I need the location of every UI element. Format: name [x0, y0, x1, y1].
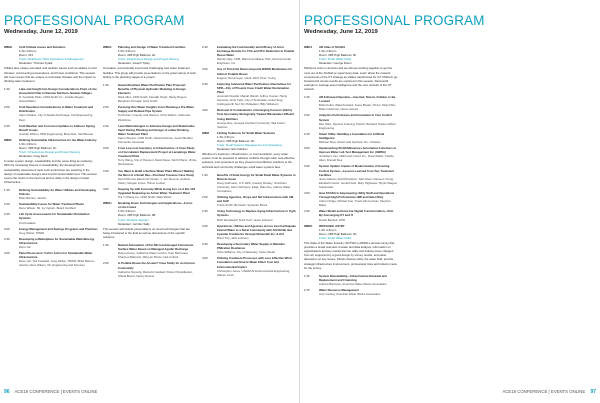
presentation-authors: Eugene Hornsmeyer, Glenn Wolf; Hiren Young — [217, 75, 276, 80]
presentation-time: 3:00 — [4, 226, 10, 231]
presentation-item — [202, 224, 296, 240]
right-page — [300, 0, 600, 403]
presentation-title: Keeping Up with Economy While Going Eco on A Bio 123 Upgraded Replacing an Active Water Treatment Plant — [118, 186, 196, 195]
session-track: Track: Products Session — [118, 217, 149, 222]
session-track: Track: Infrastructure Design and Project Delivery — [118, 57, 180, 62]
presentation-authors: George Roe, Georgia Southern University; Wal Fulton; Veltman — [217, 120, 286, 129]
presentation-title: How SCADA Is Empowering Utility Staff and Operations Through High Performance HMI and Data Utility — [319, 191, 395, 200]
presentation-item — [304, 132, 398, 144]
presentation-authors: Catherine Ngroshy, Ramond Caldwell; Robert Shuddleston; Sheila Brown; Nancy Dancer — [118, 269, 193, 278]
presentation-item — [4, 202, 98, 210]
presentation-title: Operations, Utilities and Agencies across Fast Earthquake Extend Water to a Rural Community with AN Rehab and Cyanide Treatments through Nehemiah Inc. & Kid — [217, 223, 296, 236]
presentation-title: Utilizing Agencies, Drops and Net Infrastructure with AM and GAP — [217, 195, 294, 204]
presentation-item — [4, 227, 98, 235]
presentation-title: From Low-cost Inventory to Infrastructure: A Case Study on Flocculation Replacement Project at Lampkings Water Treatment Plant — [118, 146, 196, 159]
session-meta: 1:30–4:30 pm — [19, 141, 37, 146]
session-meta: Moderator: Jennifer Sally — [118, 221, 150, 226]
session-meta: Moderator: Greg Sand — [19, 154, 48, 159]
session-heading — [103, 201, 197, 209]
presentation-time: 3:30 — [4, 236, 10, 241]
session-description: This State of the Water Industry (SOTWI) is AWWA's annual survey that provides a broad overview of water and data analysis, information on organizations and key results that the utility and industry have changed from all, supported by a good design by survey results, and panel discussion on key issues. Panels discuss utility, the water field, and the strategic infrastructure improvement, professional roles and industry news for the survey. — [304, 241, 397, 270]
presentation-item — [202, 209, 296, 221]
session-meta: Moderator: Joseph Tipley — [118, 61, 150, 66]
presentation-time: 2:00 — [103, 105, 109, 110]
presentation-title: Developing a Marketplace for Sustainable Water/Energy Infrastructure — [19, 236, 95, 245]
presentation-time: 3:30 — [304, 164, 310, 169]
presentation-item — [202, 173, 296, 193]
presentation-title: System Renewability—Infrastructure Renewal and Replacement and Financing — [319, 273, 387, 282]
presentation-time: 3:30 — [202, 81, 208, 86]
session-meta: 1:30–4:30 pm — [118, 49, 136, 54]
session-meta: Room: 3FB High Ballroom 3F — [319, 53, 357, 58]
presentation-time: 1:30 — [202, 172, 208, 177]
presentation-time: 3:30 — [202, 242, 208, 247]
presentation-authors: Ted Kaner; Greenly and Hansen; Chris Walton, Carbonite Workforce — [118, 113, 191, 122]
program-column — [103, 45, 197, 390]
page-date: Wednesday, June 12, 2019 — [4, 29, 78, 35]
session-meta: 1:30–4:30 pm — [217, 134, 235, 139]
presentation-title: Cold Weather and Corrosion Updates to Address Spring Runoff Issues — [19, 123, 95, 132]
presentation-title: You Want to Build a Surface Water Plant Where? Making the Most of a Small Site—Poorland Treasure Case Study — [118, 168, 195, 177]
presentation-time: 1:30 — [304, 95, 310, 100]
presentation-time: 1:30 — [304, 273, 310, 278]
session-meta: 1:30–4:30 pm — [118, 209, 136, 214]
presentation-time: 3:00 — [304, 146, 310, 151]
presentation-authors: Terry Wang, City of Houston; David Mose, North Plains; Vinnie Montanasse — [118, 158, 197, 167]
page-title: PROFESSIONAL PROGRAM — [304, 13, 485, 28]
session-block — [304, 224, 398, 270]
program-column — [304, 45, 398, 390]
presentation-item — [304, 146, 398, 162]
presentation-authors: Jeremiah Dowdle; Mariah Wandt; Jeffrey Cosner, Hardy Kennedy; Andy Kelly; City of Scottsdale; Anita Hoag; Collingsworth Suz; Ry Pulkadwer; Billy Wilkinson — [217, 94, 288, 107]
presentation-time: 2:30 — [202, 45, 208, 49]
presentation-title: Removal of Contaminants of Emerging Concern (CECs) from Secondary Biologically Treated Wastewater Effluent Using Biofilters — [217, 108, 295, 121]
session-meta: 1:30–4:30 pm — [19, 49, 37, 54]
presentation-time: 1:30 — [4, 187, 10, 192]
presentation-authors: Jennifer Wilson, HDR Engineering; Brian Dan, Stell Brewer — [19, 131, 94, 136]
presentation-title: Hazard Resilient Water Purification Plan Proposal: Benefits of Physical Hydraulic Modeling to Design Elements — [118, 82, 186, 95]
session-block — [304, 45, 398, 91]
presentation-authors: D. Kowalski-Hicks, CDM Smith Inc.; Janelle Rogers, Ocean/Water — [19, 95, 85, 104]
session-meta: 1:30–4:30 pm — [319, 227, 337, 232]
session-track: Track: Smart Water Utility — [319, 57, 352, 62]
session-meta: Room: 3FB High Ballroom 3B — [118, 213, 156, 218]
presentation-item — [103, 169, 197, 185]
presentation-authors: Dene Gin — [19, 245, 32, 250]
session-meta: Room: 3FB High Ballroom 3G — [319, 231, 357, 236]
page-date: Wednesday, June 12, 2019 — [304, 29, 378, 35]
session-block — [202, 131, 296, 169]
presentation-title: Is Potable Reuse the Answer? Case Study for an Arizona Community — [118, 261, 195, 270]
footer-text: ACE19 CONFERENCE | EVENTS ONLINE — [14, 389, 98, 394]
session-meta: Moderator: Thomas Sydell — [19, 61, 53, 66]
presentation-item — [202, 45, 296, 65]
session-block — [4, 138, 98, 184]
presentation-item — [202, 256, 296, 276]
presentation-authors: Jonathan Liner; Nikhil and Cortez Inc.; Drew Walsh; Charlie Allen; Donald Kies — [319, 154, 394, 163]
presentation-title: Lake and Insight Into Design Considerations Point-of-Use Household Filter in Remote Northern Alaskan Villages — [19, 86, 97, 95]
presentation-item — [304, 164, 398, 189]
presentation-title: Lean Methodologies to Enhance Design and Stakeholder Input During Planning and Design of a New Drinking Water Treatment Plant — [118, 123, 195, 136]
program-columns — [304, 45, 596, 390]
presentation-authors: Aaron Wooyer, CDM Smith; Daniel Pelmore, Austin Beckler, Fremantle Camerata — [118, 135, 194, 144]
program-column — [202, 45, 296, 390]
presentation-item — [4, 124, 98, 136]
presentation-item — [103, 124, 197, 144]
session-title: Defining Sustainable Infrastructure for the Water Industry — [19, 137, 97, 142]
presentation-time: 2:00 — [103, 261, 109, 266]
presentation-item — [202, 82, 296, 107]
presentation-authors: Brent Tiny, Jack Johnson — [217, 235, 249, 240]
presentation-time: 4:00 — [202, 108, 208, 113]
session-block — [4, 45, 98, 83]
presentation-time: 2:30 — [103, 123, 109, 128]
presentation-item — [4, 87, 98, 103]
presentation-title: Natural Attenuation of Per-Microsubmerged Ammonium Surface Water Based on Managed Aquifer Recharge — [118, 243, 194, 252]
presentation-authors: Aaron Dolans, City of Alaska Anchorage; Civil Engineering Dept. — [19, 113, 93, 122]
presentation-item — [103, 83, 197, 103]
footer-text: ACE19 CONFERENCE | EVENTS ONLINE — [502, 389, 586, 394]
presentation-item — [202, 108, 296, 128]
session-track: Track: Infrastructure Design and Project Delivery — [19, 150, 81, 155]
presentation-authors: Andrew Barrones, American Water Works Association — [319, 281, 387, 286]
presentation-item — [304, 209, 398, 221]
presentation-time: 4:30 — [304, 209, 310, 214]
presentation-time: 2:00 — [304, 113, 310, 118]
session-block — [103, 45, 197, 79]
presentation-authors: Arturo Hodge; Michael Kuo; Travis Zimmerman; Stephan Baker — [319, 199, 391, 208]
presentation-authors: Dene Gin; Ted Kowalski; Greg Weber, TRWD; Brian Barnes, Jacobs; Dene Wilson, ISI, Engineering and Services — [19, 259, 95, 268]
presentation-time: 2:30 — [4, 212, 10, 217]
presentation-title: Water Model and How Far Digital Transformation—Part-By-Converging OT and IT — [319, 209, 394, 218]
presentation-time: 2:15 — [304, 287, 310, 292]
presentation-authors: Bert Harp, Spencer Framing; Patrick Hubbard; Dapter Gilbert Engineering — [319, 121, 396, 130]
session-code: W8DI — [202, 130, 210, 135]
session-meta: Room: 3FB High Ballroom 2C — [19, 146, 57, 151]
presentation-authors: Michael Stan; Annwn and Gerhard, No. of Nature — [319, 139, 381, 144]
presentation-time: 3:00 — [202, 67, 208, 72]
session-meta: Moderator: Eric Faithner — [217, 147, 248, 152]
presentation-item — [304, 288, 398, 296]
presentation-title: Sustainability Issues for Water Treatment Plants — [19, 202, 85, 207]
session-code: W8DK — [304, 223, 313, 228]
session-title: Cold Climate Issues and Solutions — [19, 45, 66, 49]
presentation-authors: Dustin Beckett, GHD — [319, 217, 346, 222]
presentation-authors: Amy Gerling, American Water Works Association — [319, 292, 381, 297]
page-number: 96 — [4, 389, 10, 395]
presentation-authors: Brian Barnes, Jacobs — [19, 196, 47, 201]
session-track: Track: Distribution Plant Operations & Management — [19, 57, 84, 62]
presentation-title: Water Resource Management — [319, 287, 359, 292]
presentation-time: 4:00 — [103, 186, 109, 191]
program-columns — [4, 45, 296, 390]
presentation-item — [304, 274, 398, 286]
presentation-authors: Scott Wimmel, Electronic Druids; J. Jett Stevens, Andrew Kelley; Morgan Jones, Hulme Ludzen — [118, 176, 190, 185]
presentation-time: 3:00 — [103, 146, 109, 151]
page-footer — [502, 389, 596, 395]
session-block — [103, 201, 197, 239]
session-description: In water system design, sustainability and the same thing as resiliency. With the increasing interest in sustainability, the development of sustainability assessment tools such as Envision are assisting in the design of sustainable designs and environmental attainment. This session covers the metric to the best tool and its utility in the design of water infrastructure. — [4, 159, 97, 184]
session-code: W8DE — [4, 45, 13, 49]
presentation-authors: Mark Allen, CDM Smith; Kamaljit Singh; Hardy Rogers, Benjamin Portugal; Scott Smith — [118, 95, 188, 104]
session-code: W8DF — [4, 137, 13, 142]
presentation-item — [304, 191, 398, 207]
presentation-title: AR Enhanced Operator—Inverted, Stored, Cellular, to Be Located — [319, 95, 396, 104]
session-track: Track: Small Systems Management and Operations — [217, 143, 283, 148]
presentation-title: Defining Sustainability for Water Utilities and Developing Policies — [19, 187, 96, 196]
session-title: AR Atlas of SCADA — [319, 45, 346, 49]
presentation-item — [202, 67, 296, 79]
presentation-authors: Ted Kowalski — [19, 220, 36, 225]
session-title: Finding Solutions for Small Water Systems — [217, 130, 276, 135]
presentation-title: Using Technology to Replace Aging Infrastructure in Tight Systems — [217, 209, 296, 218]
presentation-item — [4, 251, 98, 267]
presentation-time: 4:00 — [202, 256, 208, 261]
presentation-authors: Travis Smith, Bernards; Sylvester Brock — [217, 203, 268, 208]
page-title: PROFESSIONAL PROGRAM — [4, 13, 185, 28]
presentation-title: Evaluating the Functionality and Efficacy of Actor Exchange Results for TOC and PFC Reduction in Potable Reuse Water — [217, 45, 295, 58]
session-code: W8DG — [103, 45, 112, 49]
presentation-authors: Jesus Alarcon; Ed Richardson; Jatin Dave; Dameon Young; Elizabeth Carter; Gerard Ariel; Mary Hightower; Bryan Wagner Sokolowski — [319, 176, 398, 189]
presentation-item — [4, 212, 98, 224]
presentation-authors: Greg Weber, TRWD — [19, 230, 45, 235]
session-description: Utilities face unique extended cold weather issues such as attacks to cold climates, sub-freezing temperatures, and frozen conditions. This session will cover issues that are unique to cold water climates and the impact on drinking water treatment. — [4, 66, 97, 83]
presentation-authors: Dene Wilson, ISI; Ivy Ingram, Board Certified — [19, 206, 76, 211]
presentation-authors: Robert Kemp, California Water Control; Cam Bell Israel; Shannon Babcock, Ming-an Plume; Neil Cottrell — [118, 251, 189, 260]
session-track: Track: Smart Water Utility — [319, 235, 352, 240]
session-description: Innovative, economically sound and challenging new water treatment facilities. This group will provide presentations on the great variety of work finding in the planning stages of a project. — [103, 66, 196, 79]
presentation-title: Energy Management and Savings Programs and Practices — [19, 226, 98, 231]
presentation-title: Panel Discussion: Call to Action for Sustainable Water Infrastructure — [19, 251, 93, 260]
presentation-time: 1:30 — [4, 86, 10, 91]
presentation-title: Implementing SCADA/Business Automation Functions to Improve Water Lab Test Management Inc (AWWA) — [319, 146, 397, 155]
page-footer — [4, 389, 97, 395]
presentation-time: 1:30 — [103, 82, 109, 87]
presentation-item — [103, 146, 197, 166]
presentation-time: 2:30 — [4, 123, 10, 128]
presentation-authors: Wendy Daly, CDM; Mahmoud Alliqua; Pam, Environmental Engineers, Inc. — [217, 57, 291, 66]
session-description: Whether it's treatment, infrastructure, or communication, every water system must be prepared to address conflicts through solid, cost-effective solutions. Join presenters as they present cost-effective solutions to the technical and community challenges small water systems face. — [202, 152, 295, 169]
presentation-title: Use of Thin-Film Nanocomposite RWSO Membranes for Indirect Potable Reuse — [217, 67, 293, 76]
presentation-title: Utilizing Treatment Processes with Less Effective Wind Foundation and Source Water Effect Cost and Environmental Impact — [217, 256, 292, 269]
presentation-time: 3:00 — [202, 223, 208, 228]
session-meta: Room: 313 — [19, 53, 33, 58]
presentation-time: 1:30 — [103, 243, 109, 248]
presentation-item — [202, 242, 296, 254]
presentation-authors: Brian Kellar, WaterForward; Jesse Bryant, NCLA; Nicky Pike; Brian Carbonne, Nexus Accord — [319, 103, 396, 112]
presentation-time: 4:00 — [304, 191, 310, 195]
session-meta: 1:30–4:30 pm — [319, 49, 337, 54]
session-title: Planning and Design of Water Treatment Facilities — [118, 45, 186, 49]
presentation-item — [103, 105, 197, 121]
presentation-time: 2:00 — [4, 105, 10, 110]
presentation-title: Exploring Advanced Water Purification Alternatives for SPR—City of Phoenix Case Credit Water Reclamation Plant — [217, 81, 291, 94]
presentation-authors: Brett Woodward; Tetra Tech; Jesse Johnson — [217, 217, 273, 222]
session-meta: Room: 3FB High Ballroom 3A — [118, 53, 156, 58]
presentation-title: System Update: Impact of Modernization of Existing Control System—Lessons Learned from Two Treatment Facilities — [319, 164, 395, 177]
presentation-item — [304, 95, 398, 111]
presentation-title: Benefits of Solar Energy for Small Rural Water Systems in Remote Areas — [217, 172, 296, 181]
session-code: W8DJ — [304, 45, 312, 49]
presentation-time: 3:30 — [103, 168, 109, 173]
presentation-time: 2:00 — [4, 202, 10, 207]
presentation-time: 2:30 — [202, 209, 208, 214]
program-column — [4, 45, 98, 390]
presentation-authors: Christopher Jones, USDA/US Environmental Engineering; Warren Cook — [217, 268, 291, 277]
presentation-time: 2:30 — [304, 131, 310, 136]
presentation-title: Pursuing One Water Insights From Planning a Pre-Water Supply and Related Pipe System — [118, 105, 195, 114]
page-number: 97 — [590, 389, 596, 395]
presentation-item — [103, 261, 197, 277]
session-meta: Moderator: George Filson — [319, 61, 352, 66]
presentation-authors: Doug Feldmann, U.S. EPA; Cassidy Rowley; Grantham University; Aaron McIntyre; Katja; Dale Dey, Carbon Water Innovations — [217, 180, 291, 193]
presentation-item — [202, 195, 296, 207]
presentation-authors: Hui Yi Zhang Liu, CDM Smith; Mark Wilzer — [118, 195, 172, 200]
session-title: Breaking Down Technologies and Applications—Focus on the Future — [118, 201, 193, 210]
session-description: Platforms come in all sizes and we will see working together to get the most out of the SCADA or supervisory data. Learn about the network components of the OT strategy as utilities transformed for IoT. Platform go-forward and remote results are explored in this session. Real-world example to manage asset intelligence and the core network of the OT network. — [304, 66, 398, 91]
presentation-item — [103, 243, 197, 259]
presentation-title: Analytics Performance and Innovation in Your Control System — [319, 113, 393, 122]
presentation-item — [103, 187, 197, 199]
session-meta: Room: 3FB High Ballroom 3C — [217, 138, 255, 143]
presentation-item — [4, 237, 98, 249]
presentation-item — [4, 188, 98, 200]
presentation-time: 2:00 — [202, 195, 208, 200]
page-header — [4, 13, 296, 37]
presentation-title: Cold Operation Considerations in Water Treatment and Distribution — [19, 105, 94, 114]
presentation-time: 4:00 — [4, 251, 10, 256]
presentation-authors: Chris Williams, City of Wellesley; Karen Wead — [217, 250, 275, 255]
page-header — [304, 13, 596, 37]
presentation-title: Smart Utility: Building a Foundation for Artificial Intelligence — [319, 131, 385, 140]
session-description: This session will include presentations on novel technologies that are being introduced to the field as well as discussions of the specific solutions. — [103, 226, 190, 239]
session-code: W8DH — [103, 201, 112, 206]
presentation-item — [4, 105, 98, 121]
presentation-title: Developing a Secondary Water Supply to Maintain Pfiltration Resilience — [217, 242, 285, 251]
presentation-title: Life Cycle Assessments for Sustainable Distribution Systems — [19, 212, 90, 221]
session-title: WOTEOER, ASTRY — [319, 223, 345, 228]
presentation-item — [304, 113, 398, 129]
